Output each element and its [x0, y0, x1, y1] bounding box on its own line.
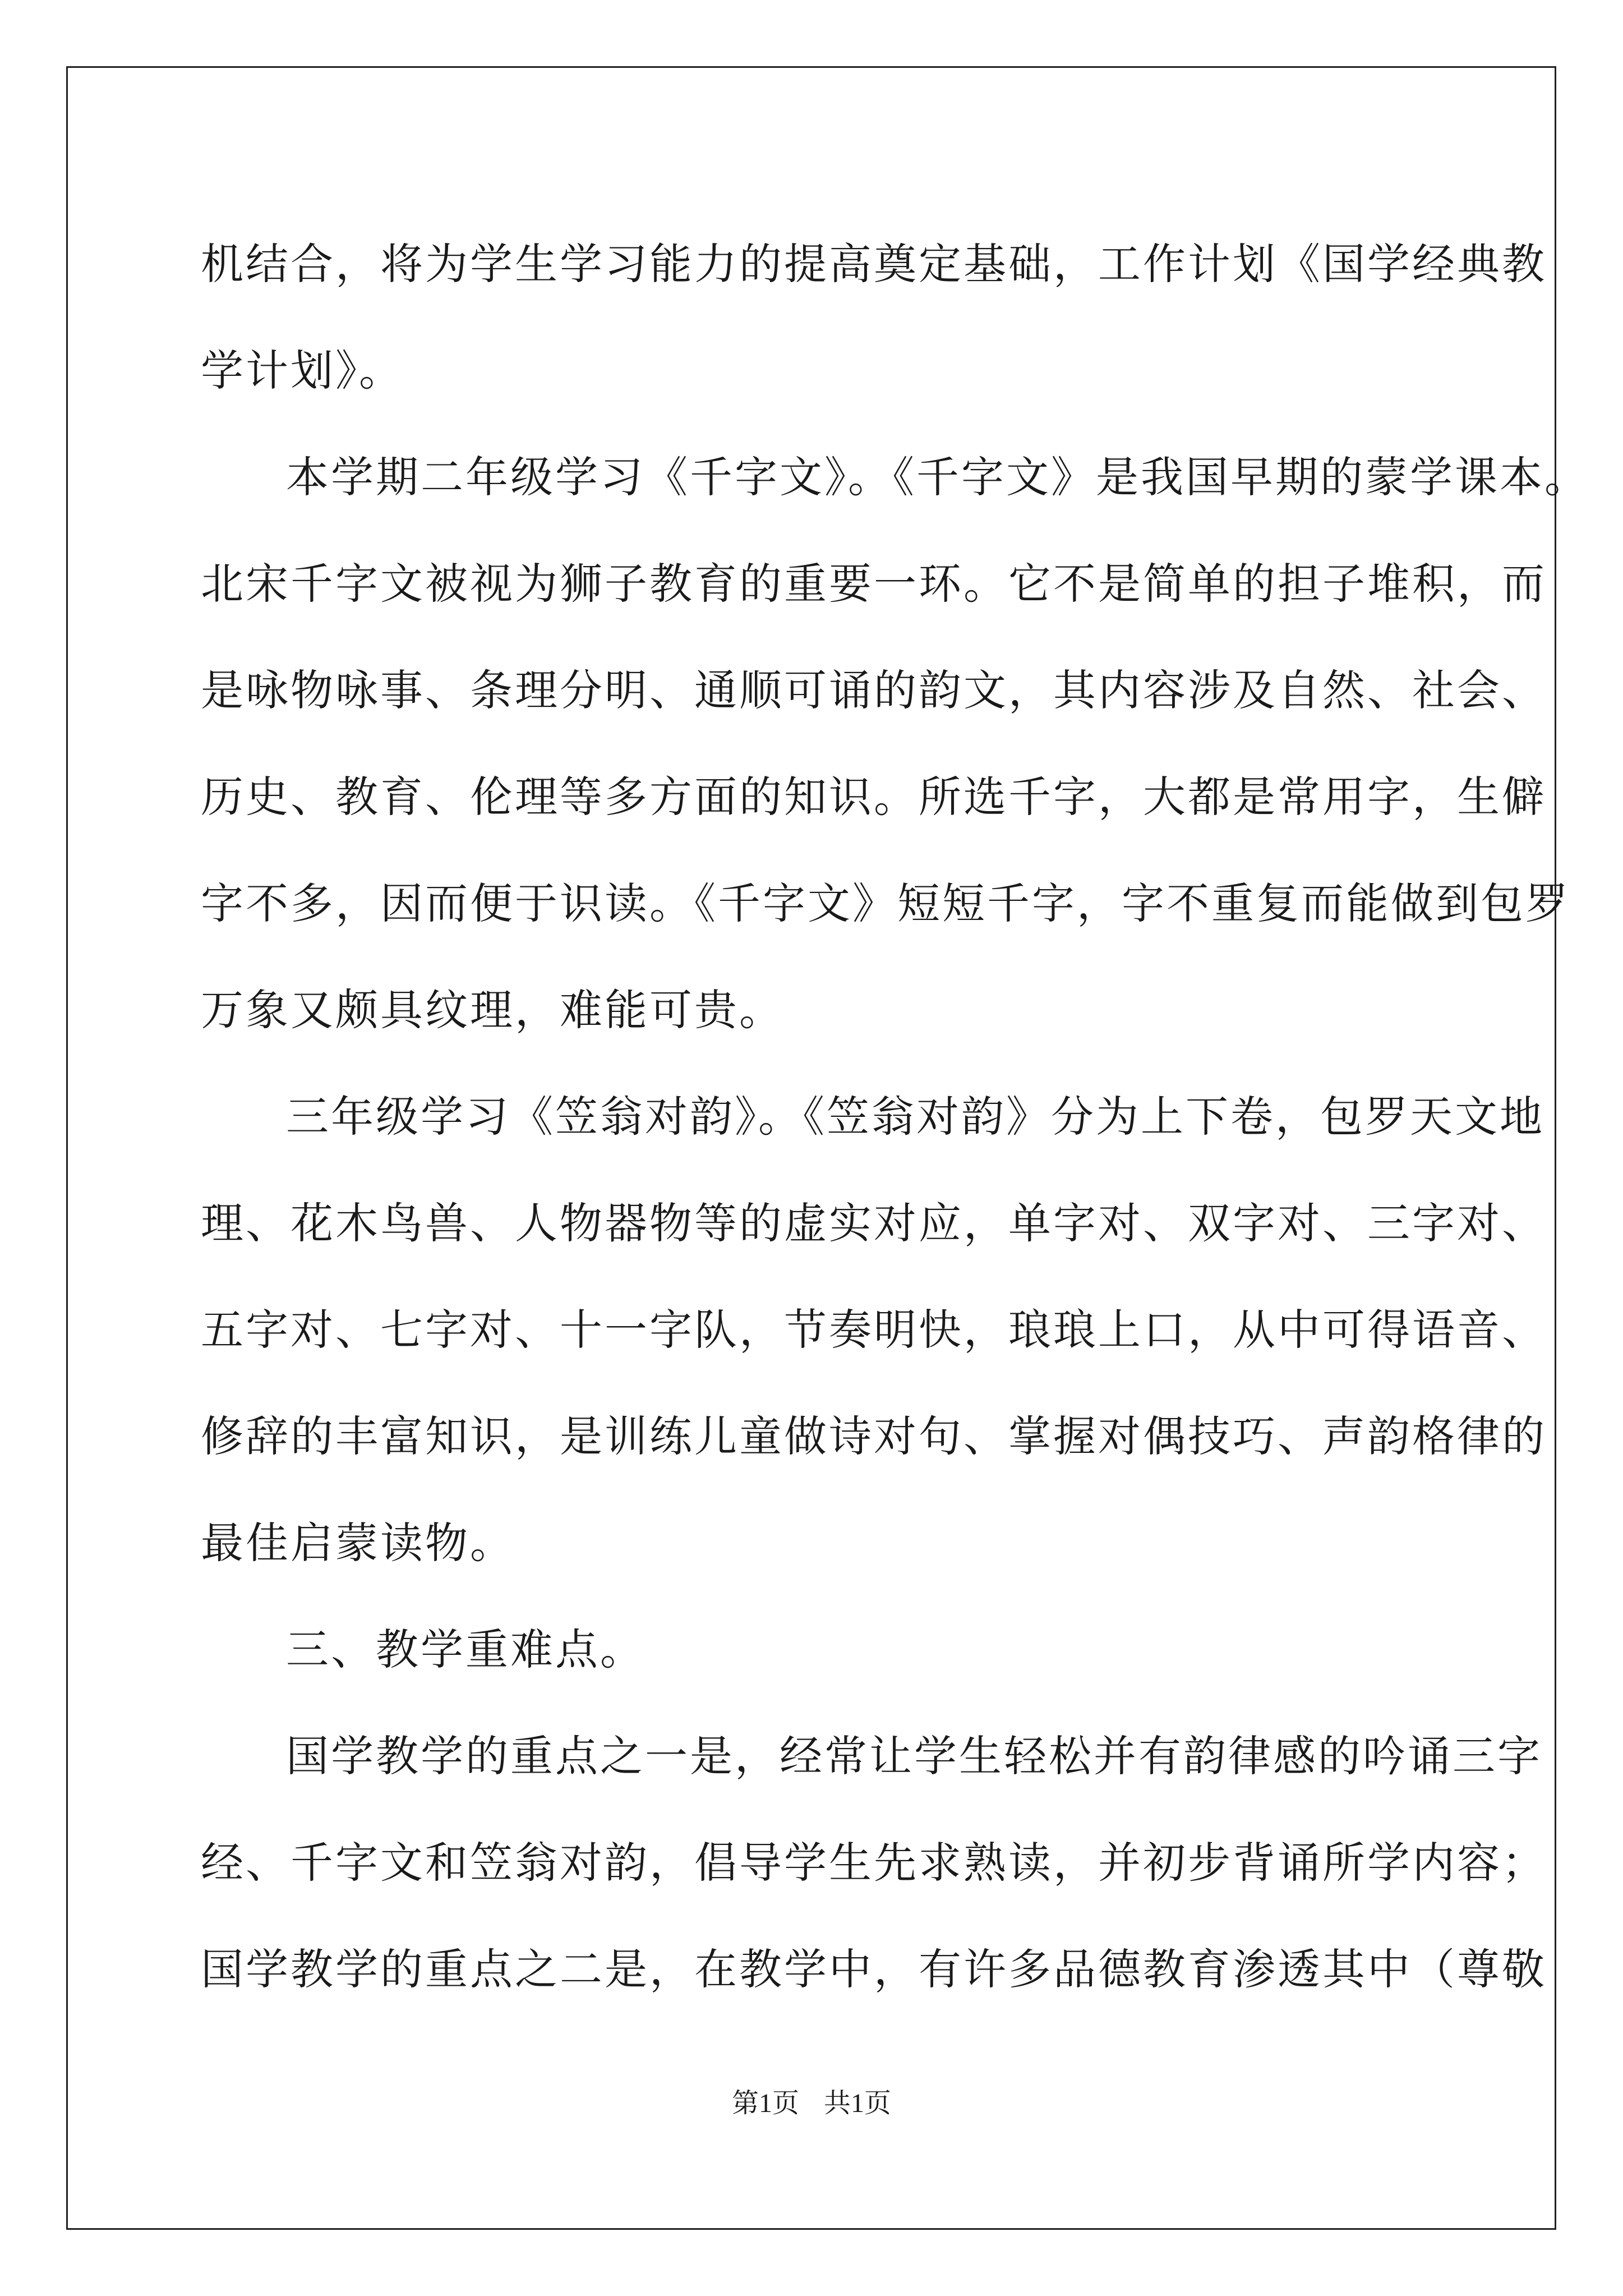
text-line: 历史、教育、伦理等多方面的知识。所选千字，大都是常用字，生僻: [201, 772, 1547, 822]
text-line: 五字对、七字对、十一字队，节奏明快，琅琅上口，从中可得语音、: [201, 1305, 1547, 1355]
page-number: 第1页: [731, 2088, 799, 2118]
text-line: 理、花木鸟兽、人物器物等的虚实对应，单字对、双字对、三字对、: [201, 1198, 1547, 1248]
text-line: 字不多，因而便于识读。《千字文》短短千字，字不重复而能做到包罗: [201, 878, 1570, 928]
text-line: 机结合，将为学生学习能力的提高奠定基础，工作计划《国学经典教: [201, 239, 1547, 289]
text-line: 国学教学的重点之二是，在教学中，有许多品德教育渗透其中（尊敬: [201, 1944, 1547, 1994]
text-line: 修辞的丰富知识，是训练儿童做诗对句、掌握对偶技巧、声韵格律的: [201, 1411, 1547, 1461]
text-line: 最佳启蒙读物。: [201, 1518, 515, 1568]
text-line: 经、千字文和笠翁对韵，倡导学生先求熟读，并初步背诵所学内容；: [201, 1838, 1547, 1888]
paragraph-start-line: 本学期二年级学习《千字文》。《千字文》是我国早期的蒙学课本。: [286, 452, 1589, 502]
section-heading: 三、教学重难点。: [286, 1625, 645, 1674]
text-line: 北宋千字文被视为狮子教育的重要一环。它不是简单的担子堆积，而: [201, 559, 1547, 609]
page-footer: [0, 2087, 1623, 2120]
paragraph-start-line: 三年级学习《笠翁对韵》。《笠翁对韵》分为上下卷，包罗天文地: [286, 1092, 1544, 1142]
paragraph-start-line: 国学教学的重点之一是，经常让学生轻松并有韵律感的吟诵三字: [286, 1731, 1542, 1781]
text-line: 学计划》。: [201, 346, 404, 395]
text-line: 是咏物咏事、条理分明、通顺可诵的韵文，其内容涉及自然、社会、: [201, 665, 1547, 715]
page-total: 共1页: [824, 2088, 892, 2118]
text-line: 万象又颇具纹理，难能可贵。: [201, 985, 784, 1035]
